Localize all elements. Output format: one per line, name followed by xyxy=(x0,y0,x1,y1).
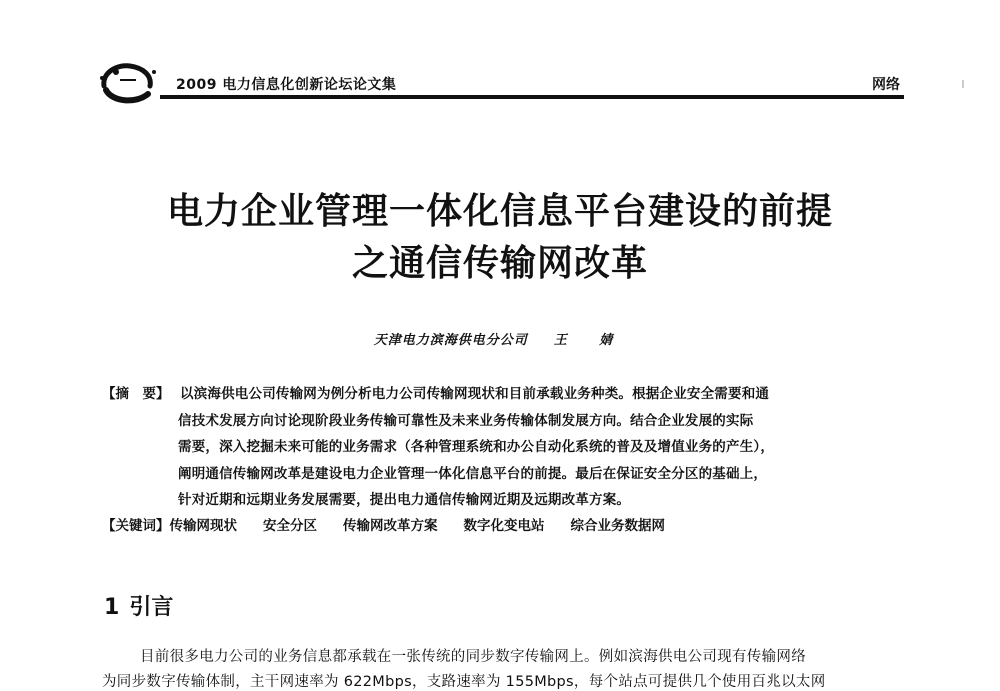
author-line xyxy=(0,329,1000,348)
abstract-line: 信技术发展方向讨论现阶段业务传输可靠性及未来业务传输体制发展方向。结合企业发展的实际 xyxy=(178,412,754,429)
title-line-1: 电力企业管理一体化信息平台建设的前提 xyxy=(166,191,833,232)
title-line-2: 之通信传输网改革 xyxy=(351,243,648,284)
running-header xyxy=(96,58,904,108)
keyword: 综合业务数据网 xyxy=(570,518,665,534)
abstract-line: 阐明通信传输网改革是建设电力企业管理一体化信息平台的前提。最后在保证安全分区的基础上， xyxy=(178,465,768,482)
keywords-row xyxy=(102,513,691,539)
section-title: 引言 xyxy=(129,595,174,620)
header-rule xyxy=(160,95,904,99)
proceedings-title: 2009 电力信息化创新论坛论文集 xyxy=(176,77,397,93)
section-number: 1 xyxy=(104,595,120,620)
body-paragraph-line: 目前很多电力公司的业务信息都承载在一张传统的同步数字传输网上。例如滨海供电公司现有传输网络 xyxy=(140,649,806,665)
author-organization: 天津电力滨海供电分公司 xyxy=(373,333,528,348)
keyword: 传输网现状 xyxy=(169,518,237,534)
abstract-label: 【摘 要】 xyxy=(102,386,170,402)
abstract-line: 针对近期和远期业务发展需要，提出电力通信传输网近期及远期改革方案。 xyxy=(178,492,631,508)
section-heading xyxy=(104,590,173,621)
abstract-line: 以滨海供电公司传输网为例分析电力公司传输网现状和目前承载业务种类。根据企业安全需要和通 xyxy=(180,386,770,402)
scan-mark xyxy=(962,80,964,88)
abstract-line: 需要，深入挖掘未来可能的业务需求（各种管理系统和办公自动化系统的普及及增值业务的产生）， xyxy=(178,439,775,455)
keyword: 安全分区 xyxy=(263,518,317,534)
author-name: 王 婧 xyxy=(553,333,627,348)
keyword: 传输网改革方案 xyxy=(343,518,438,534)
abstract-first-row xyxy=(102,381,902,408)
keywords-label: 【关键词】 xyxy=(102,518,170,534)
paper-title xyxy=(0,186,1000,290)
proceedings-logo-icon xyxy=(96,58,160,106)
keyword: 数字化变电站 xyxy=(463,518,545,534)
body-paragraph-line: 为同步数字传输体制，主干网速率为 622Mbps，支路速率为 155Mbps，每个站点可提供几个使用百兆以太网 xyxy=(102,674,826,690)
abstract-block xyxy=(102,381,902,514)
section-label: 网络 xyxy=(872,77,900,93)
